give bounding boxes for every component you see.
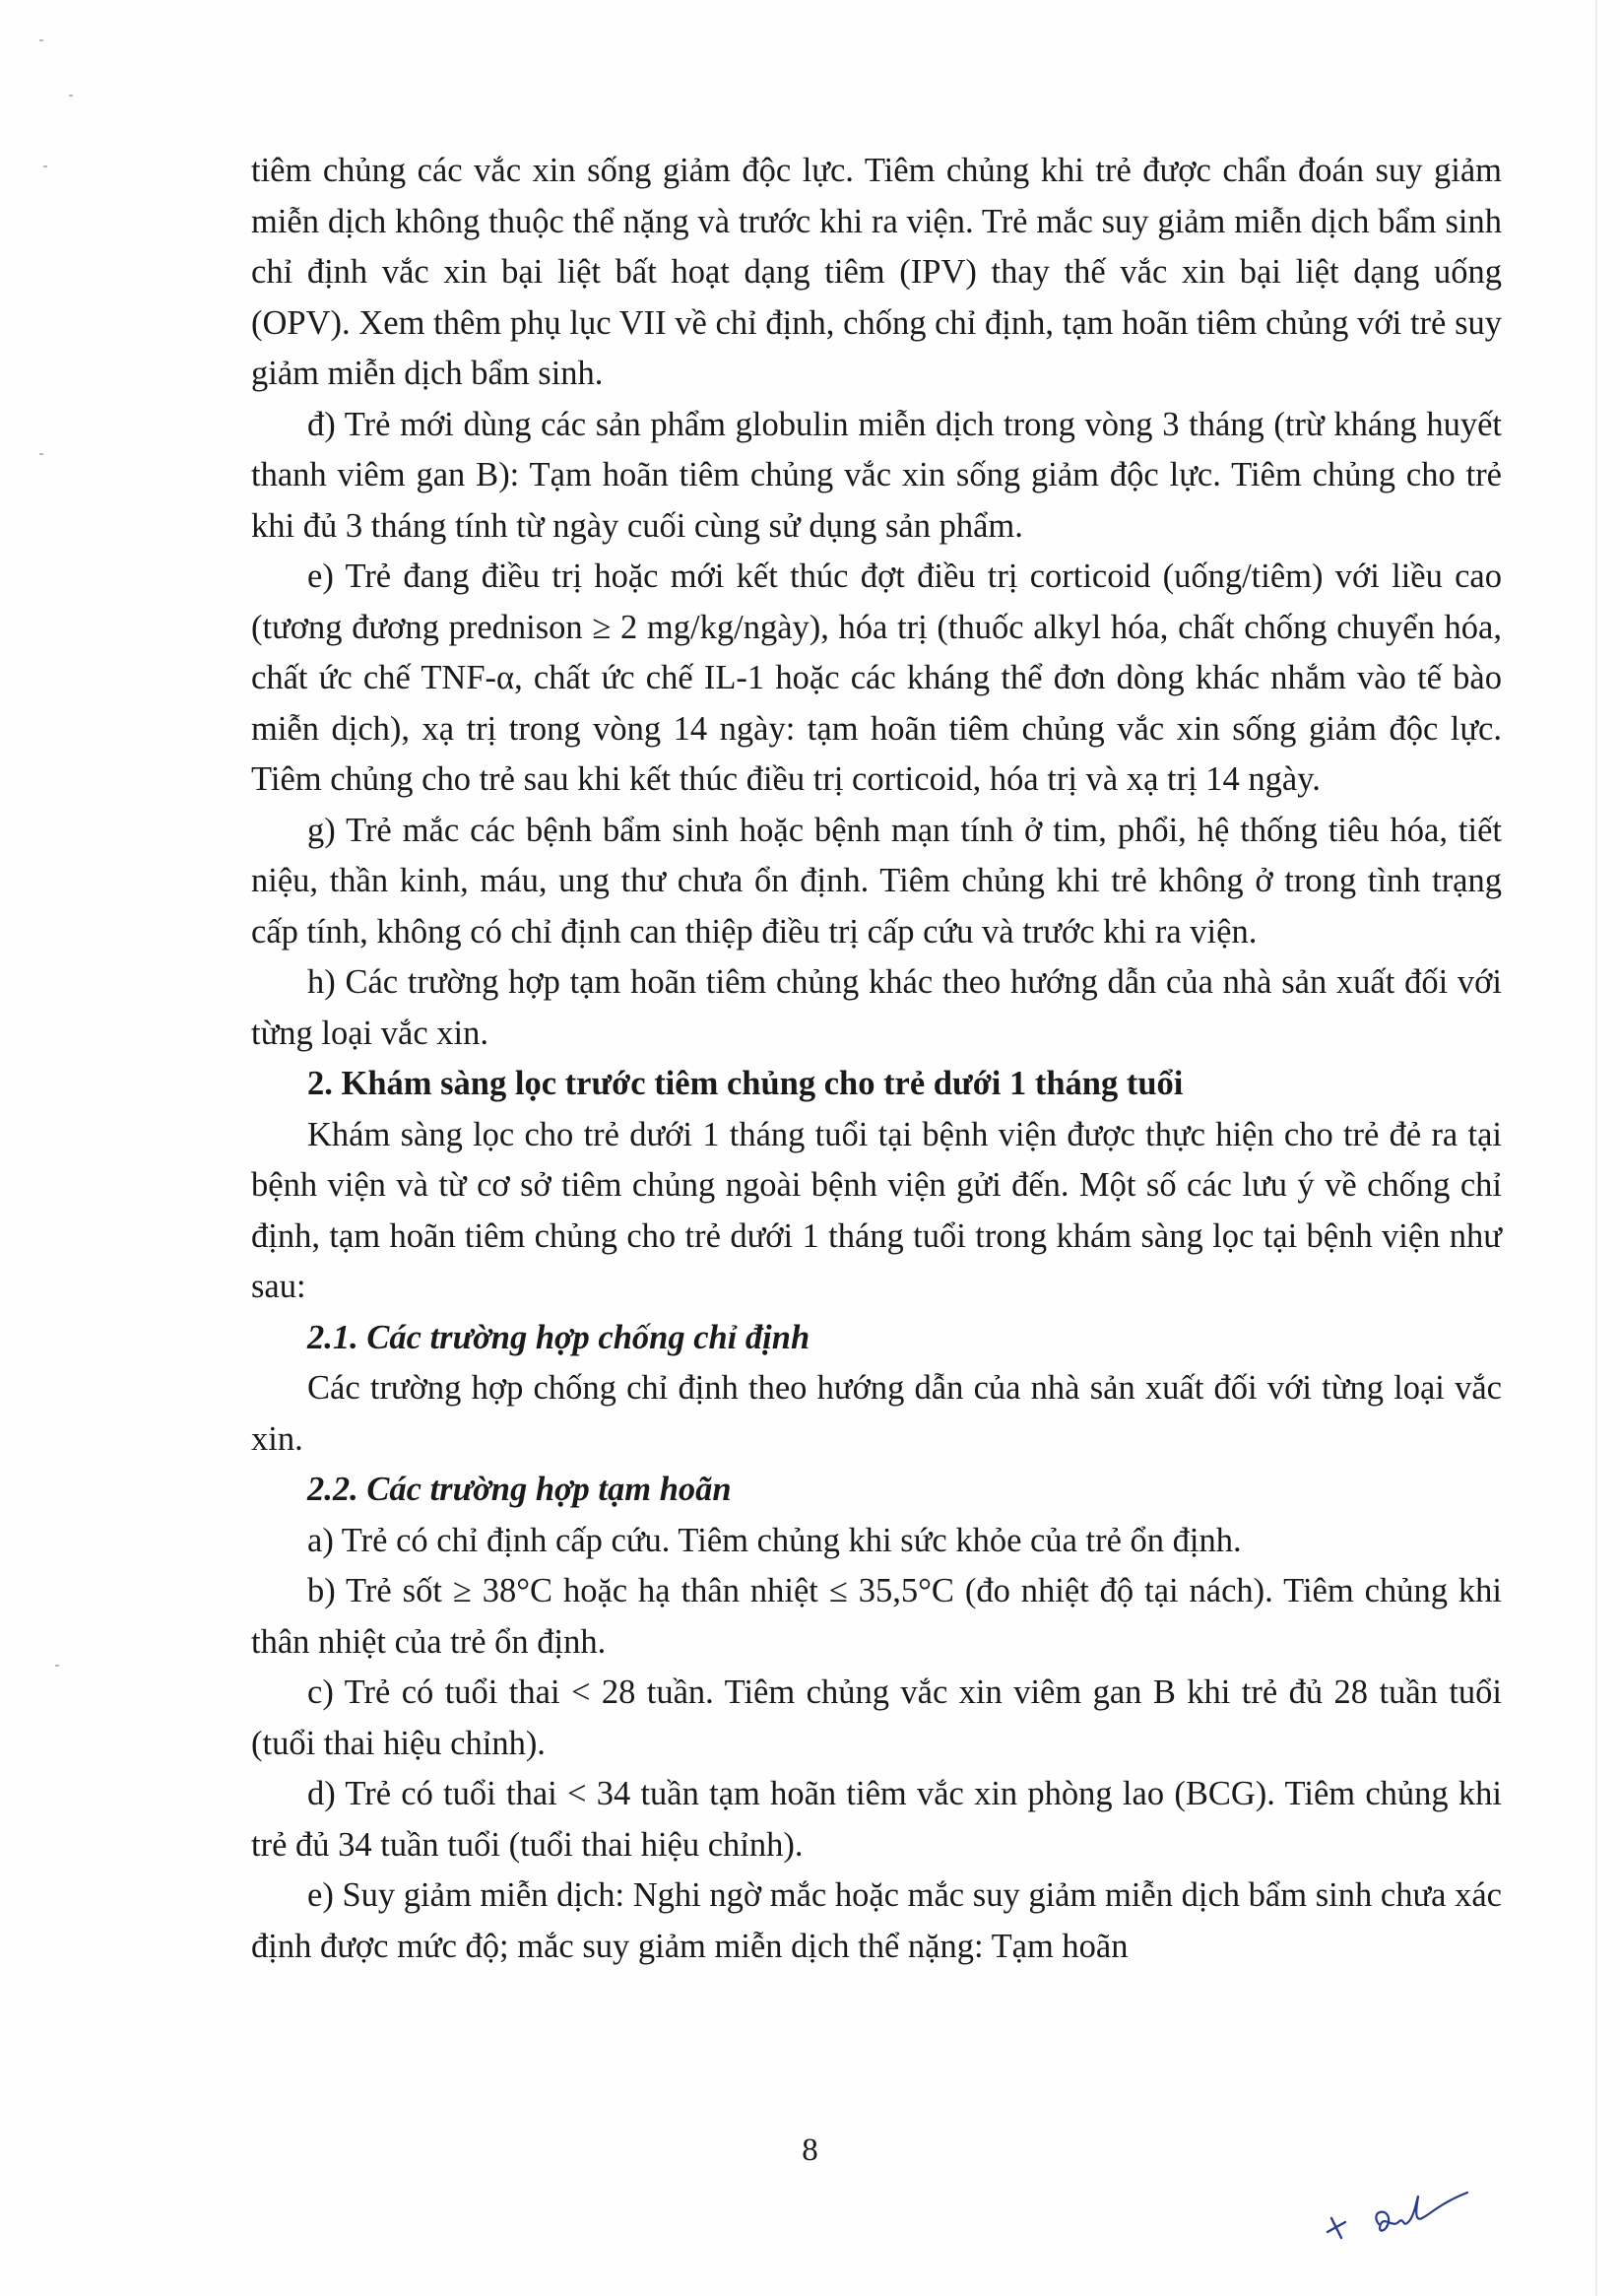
paragraph: d) Trẻ có tuổi thai < 34 tuần tạm hoãn tiêm vắc xin phòng lao (BCG). Tiêm chủng khi trẻ đủ 34 tuần tuổi (tuổi thai hiệu chỉnh).	[251, 1775, 1502, 1864]
scan-mark	[43, 165, 47, 167]
paragraph: đ) Trẻ mới dùng các sản phẩm globulin miễn dịch trong vòng 3 tháng (trừ kháng huyết thanh viêm gan B): Tạm hoãn tiêm chủng vắc xin sống giảm độc lực. Tiêm chủng cho trẻ khi đủ 3 tháng tính từ ngày cuối cùng sử dụng sản phẩm.	[251, 405, 1502, 545]
paragraph: b) Trẻ sốt ≥ 38°C hoặc hạ thân nhiệt ≤ 35,5°C (đo nhiệt độ tại nách). Tiêm chủng khi thân nhiệt của trẻ ổn định.	[251, 1572, 1502, 1661]
signature-mark	[1320, 2189, 1487, 2248]
scan-mark	[39, 453, 43, 455]
scan-mark	[39, 39, 43, 41]
paragraph: e) Suy giảm miễn dịch: Nghi ngờ mắc hoặc mắc suy giảm miễn dịch bẩm sinh chưa xác định được mức độ; mắc suy giảm miễn dịch thể nặng: Tạm hoãn	[251, 1876, 1502, 1965]
scan-mark	[69, 95, 73, 97]
scan-mark	[55, 1665, 59, 1667]
paragraph: a) Trẻ có chỉ định cấp cứu. Tiêm chủng khi sức khỏe của trẻ ổn định.	[307, 1521, 1242, 1559]
body-text	[251, 146, 1502, 1972]
paragraph: Khám sàng lọc cho trẻ dưới 1 tháng tuổi tại bệnh viện được thực hiện cho trẻ đẻ ra tại bệnh viện và từ cơ sở tiêm chủng ngoài bệnh viện gửi đến. Một số các lưu ý về chống chỉ định, tạm hoãn tiêm chủng cho trẻ dưới 1 tháng tuổi trong khám sàng lọc tại bệnh viện như sau:	[251, 1115, 1502, 1305]
section-heading: 2. Khám sàng lọc trước tiêm chủng cho trẻ dưới 1 tháng tuổi	[307, 1065, 1184, 1102]
paragraph: tiêm chủng các vắc xin sống giảm độc lực. Tiêm chủng khi trẻ được chẩn đoán suy giảm miễn dịch không thuộc thể nặng và trước khi ra viện. Trẻ mắc suy giảm miễn dịch bẩm sinh chỉ định vắc xin bại liệt bất hoạt dạng tiêm (IPV) thay thế vắc xin bại liệt dạng uống (OPV). Xem thêm phụ lục VII về chỉ định, chống chỉ định, tạm hoãn tiêm chủng với trẻ suy giảm miễn dịch bẩm sinh.	[251, 152, 1502, 392]
scan-edge	[1595, 0, 1597, 2296]
paragraph: Các trường hợp chống chỉ định theo hướng dẫn của nhà sản xuất đối với từng loại vắc xin.	[251, 1369, 1502, 1458]
paragraph: e) Trẻ đang điều trị hoặc mới kết thúc đợt điều trị corticoid (uống/tiêm) với liều cao (tương đương prednison ≥ 2 mg/kg/ngày), hóa trị (thuốc alkyl hóa, chất chống chuyển hóa, chất ức chế TNF-α, chất ức chế IL-1 hoặc các kháng thể đơn dòng khác nhắm vào tế bào miễn dịch), xạ trị trong vòng 14 ngày: tạm hoãn tiêm chủng vắc xin sống giảm độc lực. Tiêm chủng cho trẻ sau khi kết thúc điều trị corticoid, hóa trị và xạ trị 14 ngày.	[251, 558, 1502, 798]
paragraph: h) Các trường hợp tạm hoãn tiêm chủng khác theo hướng dẫn của nhà sản xuất đối với từng loại vắc xin.	[251, 963, 1502, 1052]
subsection-heading: 2.2. Các trường hợp tạm hoãn	[307, 1471, 732, 1508]
paragraph: g) Trẻ mắc các bệnh bẩm sinh hoặc bệnh mạn tính ở tim, phổi, hệ thống tiêu hóa, tiết niệu, thần kinh, máu, ung thư chưa ổn định. Tiêm chủng khi trẻ không ở trong tình trạng cấp tính, không có chỉ định can thiệp điều trị cấp cứu và trước khi ra viện.	[251, 811, 1502, 951]
subsection-heading: 2.1. Các trường hợp chống chỉ định	[307, 1318, 810, 1356]
paragraph: c) Trẻ có tuổi thai < 28 tuần. Tiêm chủng vắc xin viêm gan B khi trẻ đủ 28 tuần tuổi (tuổi thai hiệu chỉnh).	[251, 1673, 1502, 1762]
page-number: 8	[802, 2132, 818, 2168]
